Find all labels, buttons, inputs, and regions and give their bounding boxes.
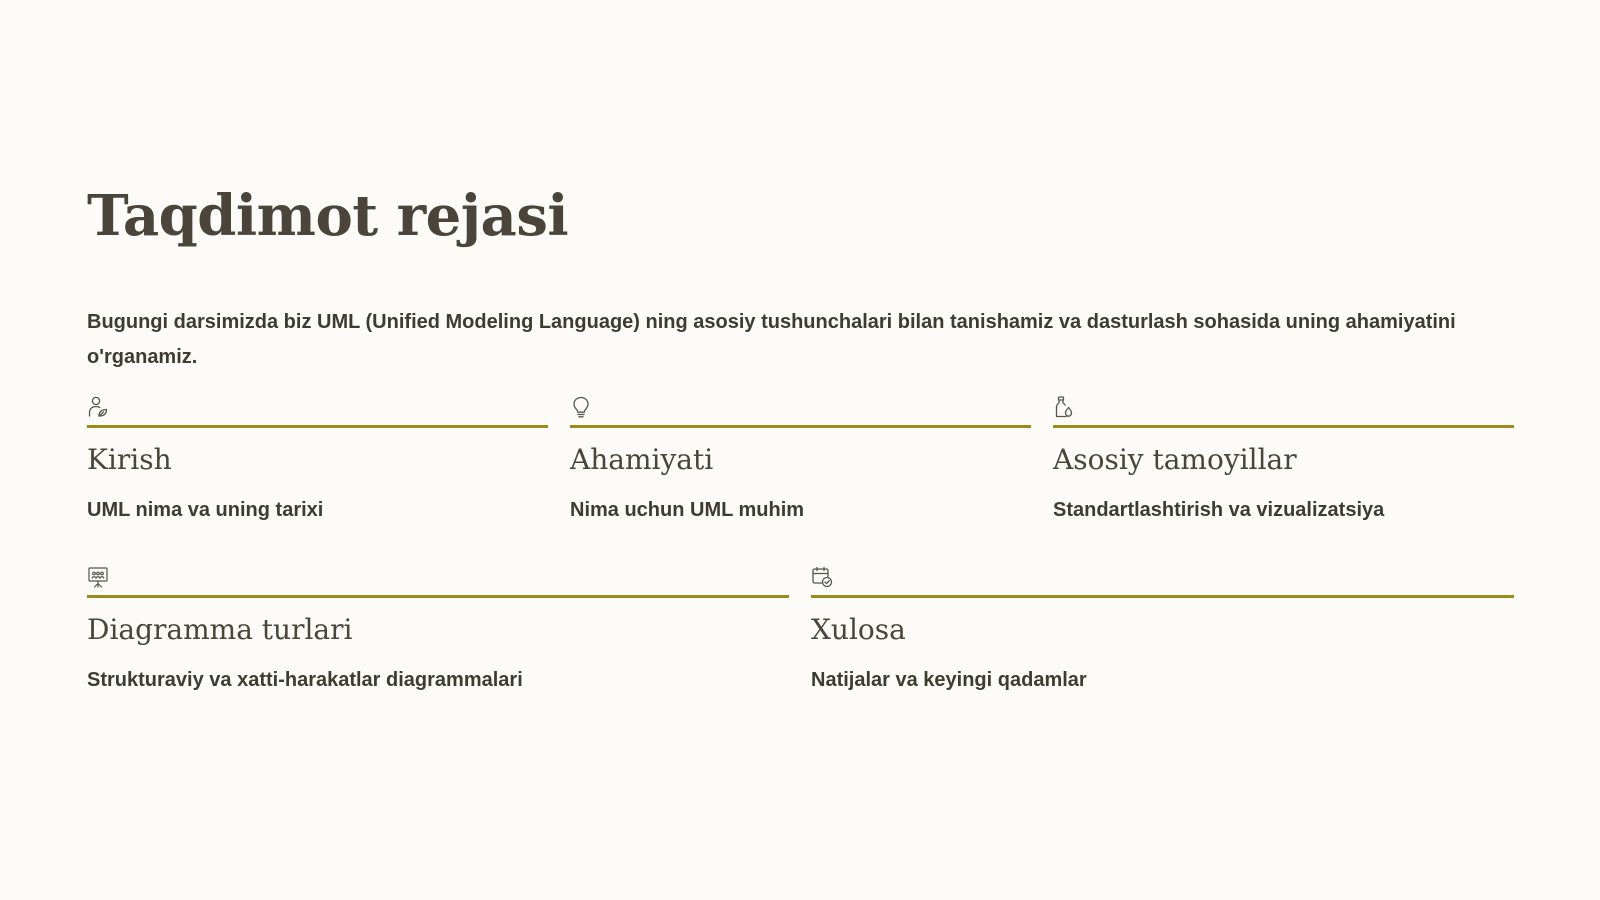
calendar-check-icon <box>811 565 833 589</box>
card-title: Diagramma turlari <box>87 613 353 646</box>
card-divider <box>811 595 1514 598</box>
agenda-card-xulosa <box>811 565 1514 694</box>
presentation-board-icon <box>87 565 109 589</box>
card-description: Standartlashtirish va vizualizatsiya <box>1053 499 1385 521</box>
lightbulb-icon <box>570 395 592 419</box>
card-title: Asosiy tamoyillar <box>1053 443 1297 476</box>
card-description: Natijalar va keyingi qadamlar <box>811 669 1087 691</box>
card-title: Kirish <box>87 443 172 476</box>
agenda-card-diagramma-turlari <box>87 565 789 694</box>
card-title: Ahamiyati <box>570 443 714 476</box>
card-divider <box>570 425 1031 428</box>
card-title: Xulosa <box>811 613 906 646</box>
agenda-card-ahamiyati <box>570 395 1031 524</box>
bottle-icon <box>1053 395 1075 419</box>
card-divider <box>87 425 548 428</box>
card-divider <box>1053 425 1514 428</box>
card-description: Strukturaviy va xatti-harakatlar diagrammalari <box>87 669 523 691</box>
slide-title: Taqdimot rejasi <box>87 183 569 249</box>
card-divider <box>87 595 789 598</box>
card-description: UML nima va uning tarixi <box>87 499 324 521</box>
agenda-card-kirish <box>87 395 548 524</box>
agenda-card-asosiy-tamoyillar <box>1053 395 1514 524</box>
card-description: Nima uchun UML muhim <box>570 499 805 521</box>
slide-intro: Bugungi darsimizda biz UML (Unified Modeling Language) ning asosiy tushunchalari bilan tanishamiz va dasturlash sohasida uning ahamiyatini o'rganamiz. <box>87 311 1456 368</box>
person-leaf-icon <box>87 395 109 419</box>
